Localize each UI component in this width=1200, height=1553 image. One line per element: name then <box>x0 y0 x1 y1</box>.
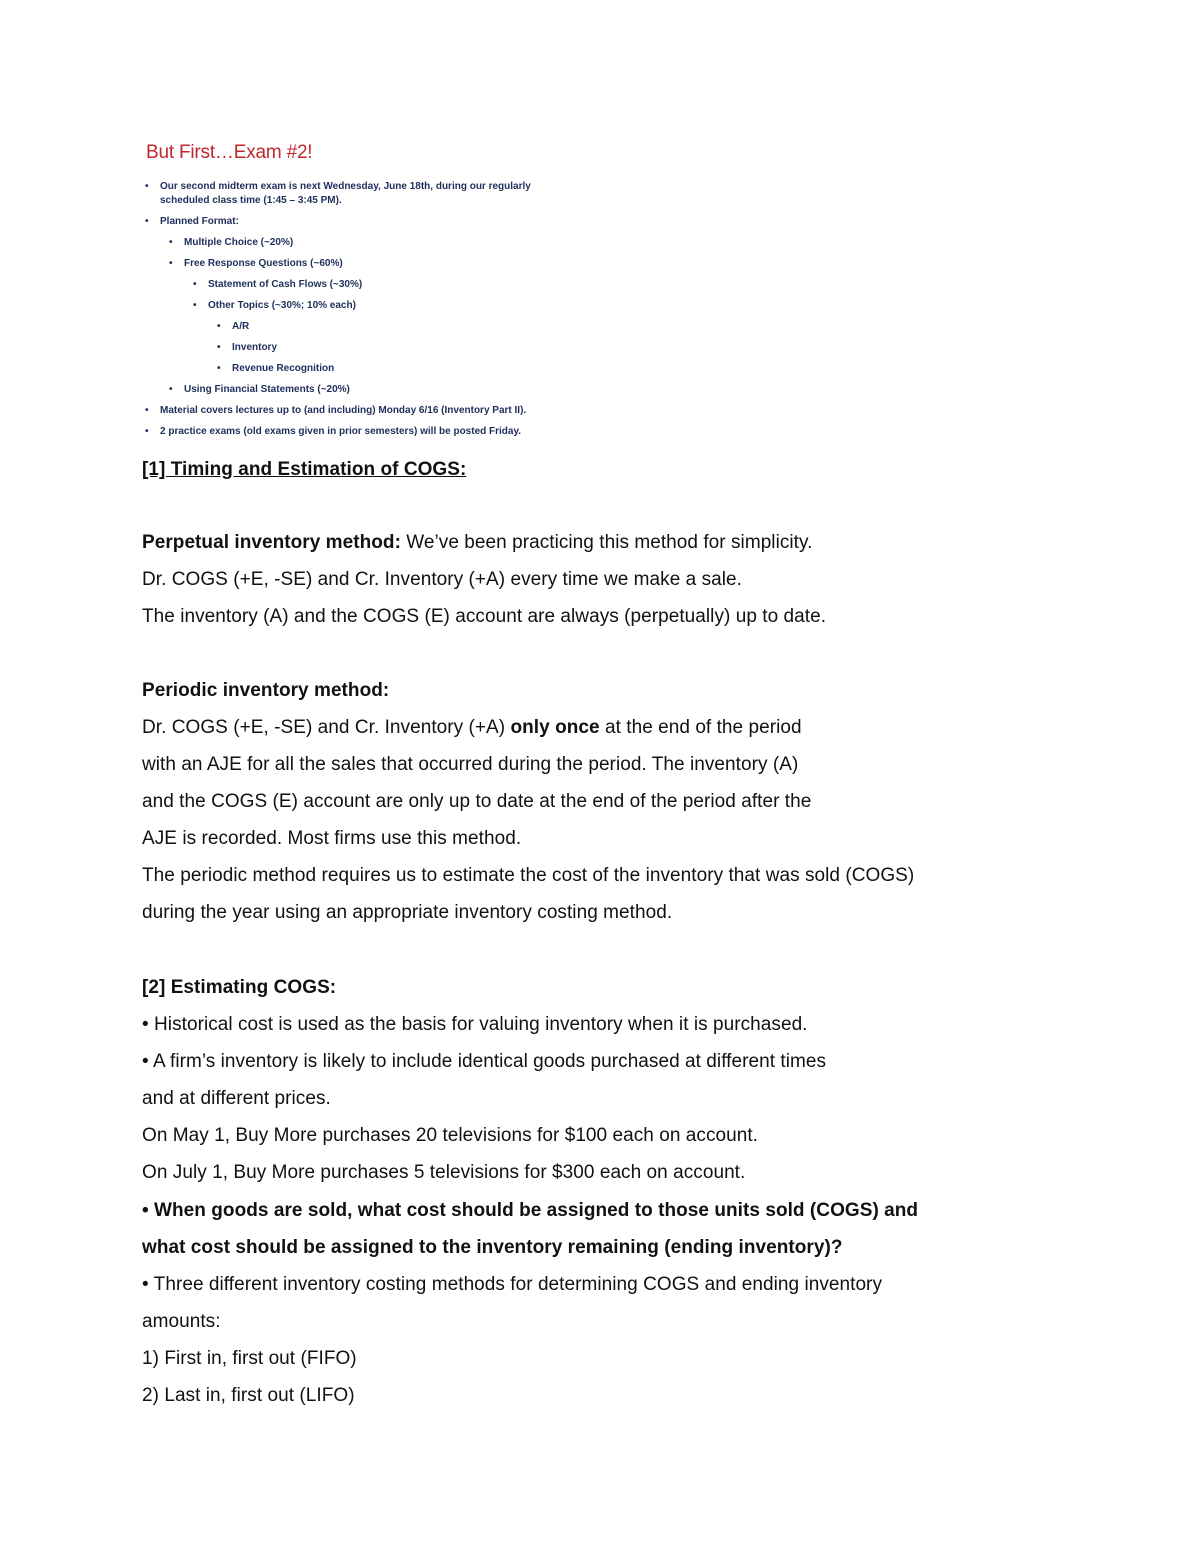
slide-bullet: • Planned Format: <box>145 216 239 227</box>
slide-bullet: • Our second midterm exam is next Wednesday, June 18th, during our regularly <box>145 181 531 192</box>
slide-bullet-text: A/R <box>232 321 250 332</box>
slide-bullet-text: Free Response Questions (~60%) <box>184 258 343 269</box>
periodic-line-2: with an AJE for all the sales that occurred during the period. The inventory (A) <box>142 754 799 775</box>
section-1-heading: [1] Timing and Estimation of COGS: <box>142 459 467 480</box>
slide-bullet-text: 2 practice exams (old exams given in prior semesters) will be posted Friday. <box>160 426 522 437</box>
method-lifo: 2) Last in, first out (LIFO) <box>142 1385 355 1406</box>
periodic-line-4: AJE is recorded. Most firms use this method. <box>142 828 522 849</box>
slide-bullet: • Statement of Cash Flows (~30%) <box>193 279 363 290</box>
slide-bullet-text: Our second midterm exam is next Wednesday, June 18th, during our regularly <box>160 181 531 192</box>
perpetual-method-label: Perpetual inventory method: <box>142 532 401 553</box>
slide-bullet: • 2 practice exams (old exams given in prior semesters) will be posted Friday. <box>145 426 522 437</box>
perpetual-line-3: The inventory (A) and the COGS (E) account are always (perpetually) up to date. <box>142 606 827 627</box>
periodic-emphasis: only once <box>510 717 600 738</box>
periodic-line-3: and the COGS (E) account are only up to date at the end of the period after the <box>142 791 812 812</box>
slide-bullet-text: Inventory <box>232 342 278 353</box>
slide-bullet: • A/R <box>217 321 250 332</box>
method-fifo: 1) First in, first out (FIFO) <box>142 1348 357 1369</box>
slide-bullet-text: Using Financial Statements (~20%) <box>184 384 350 395</box>
slide-bullet: • Other Topics (~30%; 10% each) <box>193 300 356 311</box>
slide-bullet-text: Statement of Cash Flows (~30%) <box>208 279 363 290</box>
slide-bullet-text: Material covers lectures up to (and including) Monday 6/16 (Inventory Part II). <box>160 405 527 416</box>
slide-bullet: • Multiple Choice (~20%) <box>169 237 294 248</box>
periodic-line-1-end: at the end of the period <box>599 717 802 738</box>
slide-bullet-text: scheduled class time (1:45 – 3:45 PM). <box>160 195 342 206</box>
periodic-line-6: during the year using an appropriate inventory costing method. <box>142 902 673 923</box>
estimating-line-4: On May 1, Buy More purchases 20 televisions for $100 each on account. <box>142 1125 759 1146</box>
perpetual-method-paragraph <box>142 531 812 555</box>
slide-bullet-text: Multiple Choice (~20%) <box>184 237 294 248</box>
periodic-line-1 <box>142 716 802 740</box>
slide-bullet: • Free Response Questions (~60%) <box>169 258 343 269</box>
slide-bullet: • Inventory <box>217 342 278 353</box>
estimating-line-9: amounts: <box>142 1311 221 1332</box>
perpetual-line-2: Dr. COGS (+E, -SE) and Cr. Inventory (+A) every time we make a sale. <box>142 569 742 590</box>
estimating-line-8: • Three different inventory costing methods for determining COGS and ending inventory <box>142 1274 882 1295</box>
slide-bullet: • Using Financial Statements (~20%) <box>169 384 350 395</box>
slide-bullet-text: Other Topics (~30%; 10% each) <box>208 300 356 311</box>
estimating-line-1: • Historical cost is used as the basis for valuing inventory when it is purchased. <box>142 1014 808 1035</box>
section-2-heading: [2] Estimating COGS: <box>142 977 337 998</box>
estimating-question-2: what cost should be assigned to the inventory remaining (ending inventory)? <box>142 1237 843 1258</box>
estimating-question-1: • When goods are sold, what cost should be assigned to those units sold (COGS) and <box>142 1200 919 1221</box>
estimating-line-2: • A firm’s inventory is likely to include identical goods purchased at different times <box>142 1051 827 1072</box>
slide-bullet-continuation <box>160 194 342 208</box>
slide-bullet: • Revenue Recognition <box>217 363 335 374</box>
perpetual-method-text: We’ve been practicing this method for simplicity. <box>400 532 813 553</box>
periodic-method-label: Periodic inventory method: <box>142 680 390 701</box>
estimating-line-3: and at different prices. <box>142 1088 331 1109</box>
slide-bullet: • Material covers lectures up to (and including) Monday 6/16 (Inventory Part II). <box>145 405 527 416</box>
slide-bullet-text: Revenue Recognition <box>232 363 335 374</box>
periodic-line-5: The periodic method requires us to estimate the cost of the inventory that was sold (COGS) <box>142 865 915 886</box>
exam-slide-image <box>142 138 562 444</box>
estimating-line-5: On July 1, Buy More purchases 5 televisions for $300 each on account. <box>142 1162 746 1183</box>
slide-title: But First…Exam #2! <box>146 142 313 163</box>
slide-bullet-text: Planned Format: <box>160 216 239 227</box>
periodic-line-1-text: Dr. COGS (+E, -SE) and Cr. Inventory (+A) <box>142 717 511 738</box>
